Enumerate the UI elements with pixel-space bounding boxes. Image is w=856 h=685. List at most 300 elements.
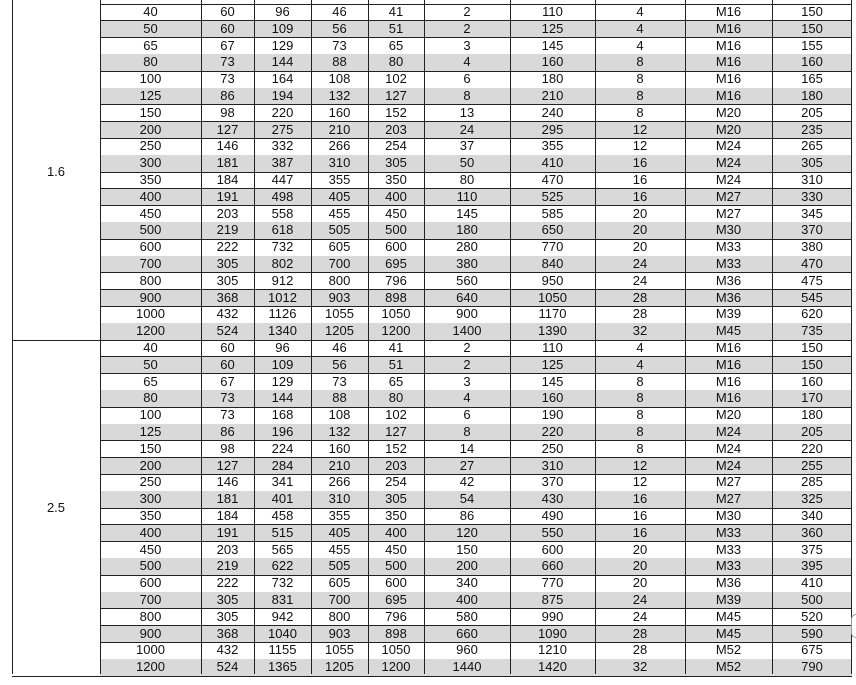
table-cell: 900 [139, 289, 162, 305]
table-cell: 8 [636, 54, 644, 70]
table-cell: 255 [801, 457, 823, 473]
table-cell: 24 [632, 608, 648, 624]
table-cell: 190 [541, 407, 564, 423]
table-cell: 13 [459, 104, 475, 120]
table-cell: 1040 [268, 625, 297, 641]
table-cell: 350 [139, 508, 162, 523]
table-cell: 50 [143, 356, 158, 372]
table-cell: 280 [456, 239, 478, 255]
table-cell: 500 [139, 558, 162, 574]
table-cell: 400 [456, 592, 478, 607]
table-cell: 770 [541, 575, 564, 591]
table-cell: 800 [139, 608, 162, 624]
table-cell: 165 [801, 71, 823, 87]
table-cell: 432 [216, 306, 239, 322]
table-cell: 150 [801, 4, 823, 19]
table-cell: 1055 [325, 306, 354, 322]
table-cell: 790 [801, 659, 823, 675]
table-cell: 605 [328, 575, 351, 591]
table-cell: 184 [216, 508, 239, 523]
table-cell: 152 [385, 104, 407, 120]
table-cell: M16 [715, 340, 742, 355]
table-cell: 1090 [538, 625, 567, 641]
table-cell: 650 [541, 222, 564, 238]
table-cell: 368 [216, 289, 239, 305]
table-cell: 1050 [381, 306, 411, 322]
table-cell: M45 [715, 625, 742, 641]
table-cell: 387 [271, 155, 294, 171]
column-divider [424, 0, 425, 674]
table-cell: 8 [636, 424, 644, 439]
table-cell: 80 [388, 390, 404, 406]
table-cell: 800 [328, 272, 351, 288]
table-cell: 98 [220, 440, 235, 456]
table-cell: 368 [216, 625, 239, 641]
table-cell: 250 [541, 440, 564, 456]
table-cell: 266 [328, 138, 351, 154]
table-cell: 73 [220, 390, 235, 406]
table-cell: 88 [332, 54, 347, 70]
table-cell: M27 [715, 474, 742, 490]
table-cell: 180 [801, 407, 823, 423]
table-cell: 1365 [268, 659, 297, 675]
table-cell: 266 [328, 474, 351, 490]
table-cell: M20 [715, 407, 742, 423]
table-cell: M52 [715, 659, 742, 675]
table-cell: 660 [456, 625, 478, 641]
table-cell: 125 [541, 20, 564, 36]
table-cell: 108 [328, 407, 351, 423]
table-cell: 73 [332, 37, 347, 53]
table-cell: 80 [143, 54, 158, 70]
table-cell: 65 [388, 373, 404, 389]
flange-dimension-table [12, 0, 852, 674]
table-cell: 960 [456, 642, 478, 658]
table-cell: 410 [801, 575, 823, 591]
table-cell: 1200 [381, 659, 411, 675]
table-cell: 203 [385, 457, 407, 473]
table-cell: 1205 [325, 659, 354, 675]
table-cell: 1155 [268, 642, 297, 658]
table-cell: 194 [271, 88, 294, 103]
table-cell: 2 [463, 356, 471, 372]
table-cell: 345 [801, 205, 823, 221]
table-cell: 675 [801, 642, 823, 658]
table-cell: 222 [216, 575, 239, 591]
table-cell: 12 [632, 457, 648, 473]
table-cell: 8 [636, 71, 644, 87]
table-cell: 410 [541, 155, 564, 171]
table-cell: 450 [385, 541, 407, 557]
table-cell: 500 [139, 222, 162, 238]
table-cell: 150 [139, 104, 162, 120]
table-cell: 86 [220, 424, 235, 439]
table-cell: 222 [216, 239, 239, 255]
table-cell: 16 [632, 508, 648, 523]
table-cell: 60 [220, 340, 235, 355]
table-cell: 51 [388, 20, 404, 36]
table-cell: 160 [541, 54, 564, 70]
table-cell: 109 [271, 356, 294, 372]
group-divider [12, 676, 852, 677]
table-cell: 67 [220, 373, 235, 389]
table-cell: 196 [271, 424, 294, 439]
table-cell: 4 [636, 356, 644, 372]
table-cell: 150 [801, 356, 823, 372]
table-cell: 400 [139, 524, 162, 540]
table-cell: 695 [385, 592, 407, 607]
column-divider [254, 0, 255, 674]
table-cell: 150 [456, 541, 478, 557]
table-cell: 46 [332, 4, 347, 19]
table-cell: M16 [715, 20, 742, 36]
table-cell: 332 [271, 138, 294, 154]
table-cell: 220 [271, 104, 294, 120]
table-cell: 41 [388, 340, 404, 355]
table-cell: 224 [271, 440, 294, 456]
table-cell: 146 [216, 474, 239, 490]
table-cell: 340 [456, 575, 478, 591]
table-cell: 458 [271, 508, 294, 523]
table-cell: 160 [541, 390, 564, 406]
table-cell: 900 [456, 306, 478, 322]
table-cell: M16 [715, 4, 742, 19]
table-cell: 505 [328, 222, 351, 238]
table-cell: 191 [216, 188, 239, 204]
table-cell: 20 [632, 575, 648, 591]
table-cell: M16 [715, 390, 742, 406]
table-cell: 380 [456, 256, 478, 271]
top-border [100, 4, 852, 5]
table-cell: 355 [328, 172, 351, 187]
table-cell: 735 [801, 323, 823, 339]
table-cell: 900 [139, 625, 162, 641]
table-cell: 100 [139, 407, 162, 423]
table-cell: 875 [541, 592, 564, 607]
table-cell: 732 [271, 239, 294, 255]
table-cell: 305 [216, 592, 239, 607]
table-cell: 475 [801, 272, 823, 288]
column-divider [851, 0, 852, 674]
table-cell: 1205 [325, 323, 354, 339]
column-divider [595, 0, 596, 674]
table-cell: 831 [271, 592, 294, 607]
table-cell: 46 [332, 340, 347, 355]
table-cell: 450 [139, 205, 162, 221]
table-cell: 60 [220, 356, 235, 372]
table-cell: 355 [541, 138, 564, 154]
table-cell: 145 [541, 37, 564, 53]
table-cell: 220 [801, 440, 823, 456]
table-cell: 51 [388, 356, 404, 372]
table-cell: 127 [216, 457, 239, 473]
table-cell: 8 [636, 104, 644, 120]
column-divider [368, 0, 369, 674]
table-cell: 8 [636, 88, 644, 103]
table-cell: 220 [541, 424, 564, 439]
table-cell: M24 [715, 138, 742, 154]
table-cell: 203 [216, 205, 239, 221]
table-cell: 4 [636, 37, 644, 53]
table-cell: 73 [220, 71, 235, 87]
table-cell: 455 [328, 205, 351, 221]
table-cell: 109 [271, 20, 294, 36]
table-cell: 4 [463, 390, 471, 406]
table-cell: 912 [271, 272, 294, 288]
table-cell: 155 [801, 37, 823, 53]
table-cell: M27 [715, 188, 742, 204]
table-cell: 605 [328, 239, 351, 255]
table-cell: 524 [216, 659, 239, 675]
table-cell: 129 [271, 373, 294, 389]
table-cell: 305 [385, 155, 407, 171]
table-cell: 695 [385, 256, 407, 271]
table-cell: 295 [541, 121, 564, 137]
table-cell: 432 [216, 642, 239, 658]
table-cell: 250 [139, 474, 162, 490]
table-cell: 210 [328, 457, 351, 473]
table-cell: 145 [541, 373, 564, 389]
table-cell: 903 [328, 289, 351, 305]
table-cell: 520 [801, 608, 823, 624]
table-cell: 524 [216, 323, 239, 339]
table-cell: 86 [220, 88, 235, 103]
table-cell: 150 [801, 340, 823, 355]
table-cell: 200 [139, 121, 162, 137]
table-cell: 102 [385, 407, 407, 423]
table-cell: 990 [541, 608, 564, 624]
table-cell: 1440 [452, 659, 482, 675]
table-cell: 250 [139, 138, 162, 154]
table-cell: 405 [328, 524, 351, 540]
table-cell: 370 [541, 474, 564, 490]
table-cell: 86 [459, 508, 475, 523]
table-cell: M52 [715, 642, 742, 658]
table-cell: 4 [636, 4, 644, 19]
table-cell: 600 [541, 541, 564, 557]
table-cell: 24 [632, 272, 648, 288]
table-cell: 405 [328, 188, 351, 204]
table-cell: 732 [271, 575, 294, 591]
table-cell: 50 [143, 20, 158, 36]
column-divider [510, 0, 511, 674]
table-cell: 56 [332, 20, 347, 36]
table-cell: M24 [715, 457, 742, 473]
table-cell: 400 [385, 188, 407, 204]
table-cell: 144 [271, 54, 294, 70]
table-cell: 950 [541, 272, 564, 288]
table-cell: 219 [216, 222, 239, 238]
table-cell: 585 [541, 205, 564, 221]
table-cell: 40 [143, 340, 158, 355]
table-cell: 796 [385, 608, 407, 624]
table-cell: 620 [801, 306, 823, 322]
table-cell: 254 [385, 474, 407, 490]
table-cell: 275 [271, 121, 294, 137]
table-cell: 20 [632, 541, 648, 557]
table-cell: 1200 [381, 323, 411, 339]
table-cell: 2 [463, 20, 471, 36]
table-cell: 1400 [452, 323, 482, 339]
table-cell: 660 [541, 558, 564, 574]
table-cell: 219 [216, 558, 239, 574]
table-cell: 500 [801, 592, 823, 607]
table-cell: 898 [385, 625, 407, 641]
table-cell: 380 [801, 239, 823, 255]
table-cell: 942 [271, 608, 294, 624]
table-cell: 350 [139, 172, 162, 187]
table-cell: 125 [139, 424, 162, 439]
table-cell: M30 [715, 508, 742, 523]
table-cell: M16 [715, 54, 742, 70]
table-cell: 28 [632, 642, 648, 658]
table-cell: 127 [385, 424, 407, 439]
table-cell: 622 [271, 558, 294, 574]
table-cell: 150 [139, 440, 162, 456]
table-cell: 430 [541, 491, 564, 507]
table-cell: 310 [541, 457, 564, 473]
table-cell: 580 [456, 608, 478, 624]
table-cell: 54 [459, 491, 475, 507]
table-cell: 1000 [136, 306, 165, 322]
table-cell: 8 [463, 424, 471, 439]
table-cell: 640 [456, 289, 478, 305]
table-cell: 168 [271, 407, 294, 423]
table-cell: 400 [139, 188, 162, 204]
table-cell: 450 [385, 205, 407, 221]
table-cell: 355 [328, 508, 351, 523]
table-cell: 50 [459, 155, 475, 171]
table-cell: M24 [715, 172, 742, 187]
table-cell: 500 [385, 558, 407, 574]
table-cell: M36 [715, 289, 742, 305]
table-cell: 498 [271, 188, 294, 204]
table-cell: M27 [715, 205, 742, 221]
table-cell: 700 [139, 592, 162, 607]
table-cell: 181 [216, 155, 239, 171]
table-cell: M16 [715, 88, 742, 103]
column-divider [201, 0, 202, 674]
table-cell: 800 [139, 272, 162, 288]
table-cell: 700 [139, 256, 162, 271]
table-cell: 98 [220, 104, 235, 120]
table-cell: 360 [801, 524, 823, 540]
table-cell: 254 [385, 138, 407, 154]
table-cell: 310 [328, 491, 351, 507]
table-cell: 8 [636, 390, 644, 406]
table-cell: 395 [801, 558, 823, 574]
table-cell: 310 [328, 155, 351, 171]
table-cell: 796 [385, 272, 407, 288]
table-cell: 65 [143, 37, 158, 53]
table-cell: 4 [463, 54, 471, 70]
table-cell: 8 [636, 440, 644, 456]
table-cell: 27 [459, 457, 475, 473]
table-cell: M24 [715, 155, 742, 171]
table-cell: 160 [328, 440, 351, 456]
table-cell: 700 [328, 256, 351, 271]
table-cell: 1170 [538, 306, 567, 322]
table-cell: 1210 [538, 642, 567, 658]
table-cell: 2 [463, 340, 471, 355]
table-cell: 8 [463, 88, 471, 103]
table-cell: 180 [456, 222, 478, 238]
table-cell: M33 [715, 541, 742, 557]
table-cell: 129 [271, 37, 294, 53]
table-cell: M24 [715, 424, 742, 439]
table-cell: 96 [275, 4, 290, 19]
table-cell: 305 [216, 272, 239, 288]
table-cell: 16 [632, 491, 648, 507]
table-cell: 1200 [136, 323, 165, 339]
table-cell: 340 [801, 508, 823, 523]
table-cell: 600 [139, 575, 162, 591]
table-cell: 325 [801, 491, 823, 507]
table-cell: 20 [632, 222, 648, 238]
table-cell: M33 [715, 239, 742, 255]
table-cell: 370 [801, 222, 823, 238]
table-cell: M39 [715, 306, 742, 322]
table-cell: 6 [463, 407, 471, 423]
table-cell: 285 [801, 474, 823, 490]
table-cell: 184 [216, 172, 239, 187]
table-cell: M36 [715, 575, 742, 591]
table-cell: 60 [220, 20, 235, 36]
table-cell: 125 [541, 356, 564, 372]
table-cell: 180 [541, 71, 564, 87]
table-cell: 400 [385, 524, 407, 540]
table-cell: 8 [636, 373, 644, 389]
table-cell: 73 [220, 407, 235, 423]
table-cell: 265 [801, 138, 823, 154]
table-cell: 490 [541, 508, 564, 523]
table-cell: 41 [388, 4, 404, 19]
table-cell: 305 [385, 491, 407, 507]
scroll-edge-handle[interactable] [851, 614, 856, 638]
table-cell: 160 [801, 54, 823, 70]
table-cell: 500 [385, 222, 407, 238]
table-cell: 205 [801, 424, 823, 439]
table-cell: 210 [541, 88, 564, 103]
table-cell: 4 [636, 340, 644, 355]
table-cell: M45 [715, 608, 742, 624]
table-cell: 65 [143, 373, 158, 389]
table-cell: 1055 [325, 642, 354, 658]
table-cell: 6 [463, 71, 471, 87]
table-cell: 24 [632, 592, 648, 607]
table-cell: 40 [143, 4, 158, 19]
table-cell: 102 [385, 71, 407, 87]
table-cell: 42 [459, 474, 475, 490]
table-cell: 300 [139, 491, 162, 507]
table-cell: 110 [542, 4, 563, 19]
table-cell: 12 [632, 474, 648, 490]
table-cell: 20 [632, 205, 648, 221]
table-cell: 840 [541, 256, 564, 271]
table-cell: 181 [216, 491, 239, 507]
table-cell: 235 [801, 121, 823, 137]
table-cell: 898 [385, 289, 407, 305]
pressure-label: 1.6 [46, 164, 66, 179]
table-cell: M33 [715, 256, 742, 271]
table-cell: 305 [801, 155, 823, 171]
table-cell: 28 [632, 625, 648, 641]
table-cell: 16 [632, 188, 648, 204]
table-cell: 200 [139, 457, 162, 473]
table-cell: 600 [385, 239, 407, 255]
table-cell: 96 [275, 340, 290, 355]
table-cell: 3 [463, 373, 471, 389]
